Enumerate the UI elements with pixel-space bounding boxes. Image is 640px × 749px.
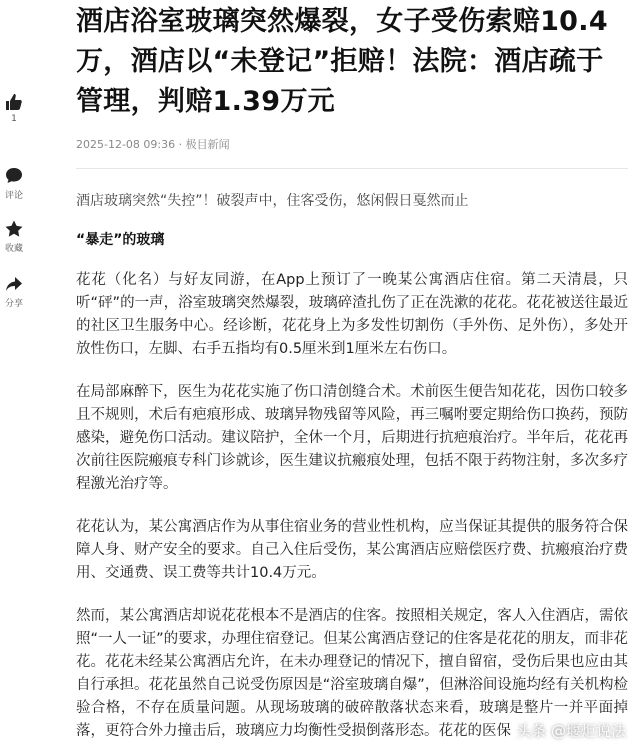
article-title: 酒店浴室玻璃突然爆裂，女子受伤索赔10.4万，酒店以“未登记”拒赔！法院：酒店疏于管理，判赔1.39万元 xyxy=(76,6,608,117)
share-label: 分享 xyxy=(4,299,23,309)
comment-bubble-icon xyxy=(4,166,24,186)
action-sidebar xyxy=(0,0,28,749)
article-paragraph: 花花（化名）与好友同游，在App上预订了一晚某公寓酒店住宿。第二天清晨，只听“砰”的一声，浴室玻璃突然爆裂，玻璃碎渣扎伤了正在洗漱的花花。花花被送往最近的社区卫生服务中心。经诊断，花花身上为多发性切割伤（手外伤、足外伤），多处开放性伤口，左脚、右手五指均有0.5厘米到1厘米左右伤口。 xyxy=(76,272,628,357)
share-arrow-icon xyxy=(4,274,24,294)
favorite-label: 收藏 xyxy=(4,244,23,254)
article-lead: 酒店玻璃突然“失控”！破裂声中，住客受伤，悠闲假日戛然而止 xyxy=(76,193,469,209)
section-heading: “暴走”的玻璃 xyxy=(76,232,165,248)
divider xyxy=(76,168,628,169)
comment-label: 评论 xyxy=(4,191,23,201)
favorite-button[interactable] xyxy=(0,219,28,254)
star-icon xyxy=(4,219,24,239)
article-paragraph: 花花认为，某公寓酒店作为从事住宿业务的营业性机构，应当保证其提供的服务符合保障人身、财产安全的要求。自己入住后受伤，某公寓酒店应赔偿医疗费、抗瘢痕治疗费用、交通费、误工费等共计10.4万元。 xyxy=(76,519,628,581)
like-button[interactable] xyxy=(0,92,28,124)
share-button[interactable] xyxy=(0,274,28,309)
watermark xyxy=(516,720,626,741)
like-count: 1 xyxy=(11,114,17,124)
article-paragraph: 然而，某公寓酒店却说花花根本不是酒店的住客。按照相关规定，客人入住酒店，需依照“一人一证”的要求，办理住宿登记。但某公寓酒店登记的住客是花花的朋友，而非花花。花花未经某公寓酒店允许，在未办理登记的情况下，擅自留宿，受伤后果也应由其自行承担。花花虽然自己说受伤原因是“浴室玻璃自爆”，但淋浴间设施均经有关机构检验合格，不存在质量问题。从现场玻璃的破碎散落状态来看，玻璃是整片一并平面掉落，更符合外力撞击后，玻璃应力均衡性受损倒落形态。花花的医保 xyxy=(76,608,628,739)
article xyxy=(76,0,628,743)
article-meta: 2025-12-08 09:36 · 极目新闻 xyxy=(76,138,230,151)
watermark-text: 头条 @堰炬说法 xyxy=(516,722,626,740)
comment-button[interactable] xyxy=(0,166,28,201)
thumbs-up-icon xyxy=(4,92,24,112)
article-paragraph: 在局部麻醉下，医生为花花实施了伤口清创缝合术。术前医生便告知花花，因伤口较多且不规则，术后有疤痕形成、玻璃异物残留等风险，再三嘱咐要定期给伤口换药，预防感染，避免伤口活动。建议陪护，全休一个月，后期进行抗疤痕治疗。半年后，花花再次前往医院瘢痕专科门诊就诊，医生建议抗瘢痕处理，包括不限于药物注射，多次多疗程激光治疗等。 xyxy=(76,384,628,492)
